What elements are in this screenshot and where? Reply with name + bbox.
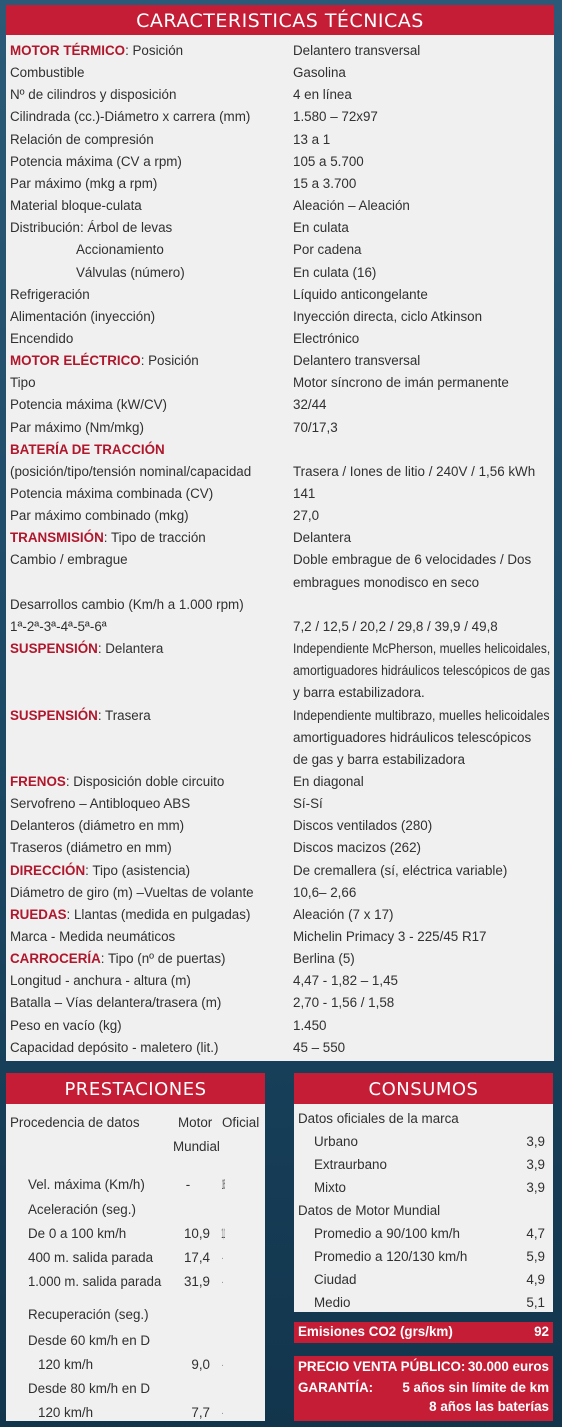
- spec-row-label: [10, 154, 182, 169]
- consumos-row-value: 4,7: [526, 1226, 545, 1241]
- prestaciones-row-label: 1.000 m. salida parada: [28, 1274, 162, 1289]
- spec-row: [10, 863, 550, 885]
- spec-row: [10, 508, 550, 530]
- spec-row-label: [10, 774, 224, 789]
- spec-row: [10, 840, 550, 862]
- prestaciones-col-motor: Motor: [178, 1115, 213, 1130]
- consumos-row-label: Ciudad: [314, 1272, 357, 1287]
- spec-row: [10, 530, 550, 552]
- consumos-group-heading: Datos de Motor Mundial: [298, 1203, 441, 1218]
- spec-row: [10, 442, 550, 464]
- spec-value: Berlina (5): [293, 951, 355, 967]
- spec-row: [10, 951, 550, 973]
- spec-value: 1.580 – 72x97: [293, 109, 378, 125]
- spec-row: [10, 929, 550, 951]
- spec-key: Delanteros (diámetro en mm): [10, 818, 185, 834]
- spec-row-label: [10, 87, 176, 102]
- spec-row-label: [10, 353, 199, 368]
- spec-row: [10, 154, 550, 176]
- spec-section-title: BATERÍA DE TRACCIÓN: [10, 441, 165, 457]
- spec-value: 7,2 / 12,5 / 20,2 / 29,8 / 39,9 / 49,8: [293, 618, 498, 634]
- spec-row: [10, 575, 550, 597]
- spec-value: Discos macizos (262): [293, 840, 421, 856]
- spec-key: (posición/tipo/tensión nominal/capacidad: [10, 463, 252, 479]
- spec-value: 141: [293, 486, 316, 501]
- spec-section-title: FRENOS: [10, 773, 66, 789]
- spec-value: Electrónico: [293, 330, 360, 346]
- spec-key: : Tipo (asistencia): [85, 862, 191, 878]
- consumos-row-label: Extraurbano: [314, 1157, 387, 1172]
- spec-key: Válvulas (número): [76, 264, 185, 280]
- spec-row: [10, 198, 550, 220]
- spec-row: [10, 796, 550, 818]
- spec-value: Doble embrague de 6 velocidades / Dos: [293, 552, 532, 568]
- spec-value: 10,6– 2,66: [293, 884, 357, 900]
- garantia-value-1: 5 años sin límite de km: [402, 1380, 549, 1395]
- spec-section-title: DIRECCIÓN: [10, 862, 86, 878]
- garantia-label: GARANTÍA:: [298, 1380, 374, 1395]
- spec-value: Independiente McPherson, muelles helicoidales,: [293, 641, 551, 657]
- spec-row: [10, 65, 550, 87]
- spec-row-label: [10, 43, 183, 58]
- spec-key: Batalla – Vías delantera/trasera (m): [10, 995, 222, 1011]
- spec-row: [10, 619, 550, 641]
- spec-row-label: [10, 287, 90, 302]
- spec-value: En culata (16): [293, 264, 377, 280]
- spec-key: Peso en vacío (kg): [10, 1017, 122, 1033]
- spec-key: Desarrollos cambio (Km/h a 1.000 rpm): [10, 596, 244, 612]
- spec-row: [10, 242, 550, 264]
- spec-key: Longitud - anchura - altura (m): [10, 973, 191, 989]
- spec-row: [10, 375, 550, 397]
- spec-key: Alimentación (inyección): [10, 308, 156, 324]
- spec-row-label: [10, 619, 107, 634]
- spec-key: Relación de compresión: [10, 131, 154, 147]
- consumos-row-value: 4,9: [526, 1272, 545, 1287]
- spec-value: 15 a 3.700: [293, 175, 357, 191]
- garantia-value-2: 8 años las baterías: [429, 1399, 549, 1414]
- spec-key: : Posición: [125, 43, 184, 58]
- spec-row: [10, 331, 550, 353]
- spec-row: [10, 1018, 550, 1040]
- prestaciones-motor-value: -: [185, 1177, 191, 1192]
- spec-key: Cambio / embrague: [10, 552, 128, 568]
- spec-key: Combustible: [10, 65, 85, 81]
- spec-value: embragues monodisco en seco: [293, 574, 480, 590]
- spec-panel: [6, 5, 554, 1061]
- spec-key: Potencia máxima (kW/CV): [10, 397, 167, 413]
- spec-key: Par máximo (Nm/mkg): [10, 419, 144, 435]
- spec-row: [10, 464, 550, 486]
- spec-row: [10, 287, 550, 309]
- prestaciones-oficial-value: -: [222, 1357, 223, 1372]
- prestaciones-row-label: Vel. máxima (Km/h): [28, 1177, 145, 1192]
- spec-row: [10, 265, 550, 287]
- spec-row-label: [76, 265, 185, 280]
- spec-value: Motor síncrono de imán permanente: [293, 375, 509, 391]
- spec-row: [10, 597, 550, 619]
- spec-row: [10, 420, 550, 442]
- spec-row-label: [10, 176, 157, 191]
- spec-row-label: [10, 331, 73, 346]
- spec-row: [10, 43, 550, 65]
- spec-row-label: [10, 442, 165, 457]
- spec-row: [10, 641, 550, 663]
- precio-box: [294, 1356, 553, 1421]
- spec-row: [10, 708, 550, 730]
- consumos-group-heading: Datos oficiales de la marca: [298, 1111, 459, 1126]
- spec-section-title: TRANSMISIÓN: [10, 530, 104, 546]
- spec-row: [10, 730, 550, 752]
- spec-value: 4 en línea: [293, 87, 352, 103]
- spec-section-title: RUEDAS: [10, 906, 67, 922]
- spec-key: Material bloque-culata: [10, 198, 142, 214]
- prestaciones-motor-value: 17,4: [183, 1250, 210, 1265]
- spec-key: : Tipo de tracción: [103, 530, 206, 546]
- prestaciones-col-motor-2: Mundial: [173, 1139, 220, 1154]
- spec-value: 105 a 5.700: [293, 153, 364, 169]
- spec-row: [10, 87, 550, 109]
- spec-row-label: [10, 552, 128, 567]
- spec-row-label: [76, 242, 164, 257]
- spec-row-label: [10, 530, 206, 545]
- spec-key: : Llantas (medida en pulgadas): [66, 906, 251, 922]
- spec-value: Independiente multibrazo, muelles helicoidales: [293, 707, 550, 723]
- spec-row-label: [10, 420, 144, 435]
- spec-value: 13 a 1: [293, 131, 331, 147]
- spec-row-label: [10, 220, 172, 235]
- spec-row-label: [10, 973, 191, 988]
- spec-row: [10, 220, 550, 242]
- spec-row-label: [10, 508, 189, 523]
- consumos-title: CONSUMOS: [294, 1073, 553, 1104]
- consumos-row-label: Promedio a 90/100 km/h: [314, 1226, 460, 1241]
- prestaciones-row-label: 120 km/h: [38, 1405, 94, 1420]
- spec-row: [10, 774, 550, 796]
- prestaciones-motor-value: 9,0: [191, 1357, 210, 1372]
- spec-value: Discos ventilados (280): [293, 818, 433, 834]
- spec-row-label: [10, 375, 36, 390]
- spec-row-label: [10, 1018, 122, 1033]
- prestaciones-oficial-value: 185: [221, 1177, 225, 1192]
- spec-value: Michelin Primacy 3 - 225/45 R17: [293, 929, 487, 944]
- spec-section-title: SUSPENSIÓN: [10, 641, 98, 657]
- spec-row-label: [10, 796, 190, 811]
- spec-row: [10, 663, 550, 685]
- spec-value: Delantero transversal: [293, 353, 421, 369]
- spec-key: Refrigeración: [10, 286, 90, 302]
- spec-row: [10, 552, 550, 574]
- spec-row-label: [10, 597, 244, 612]
- spec-row-label: [10, 708, 151, 723]
- prestaciones-motor-value: 10,9: [183, 1226, 210, 1241]
- spec-value: 4,47 - 1,82 – 1,45: [293, 973, 398, 989]
- spec-value: Gasolina: [293, 65, 346, 81]
- prestaciones-motor-value: 7,7: [191, 1405, 210, 1420]
- spec-key: Cilindrada (cc.)-Diámetro x carrera (mm): [10, 109, 251, 125]
- prestaciones-panel: [6, 1073, 265, 1421]
- spec-key: Accionamiento: [76, 242, 164, 258]
- emisiones-value: 92: [534, 1324, 549, 1339]
- spec-row-label: [10, 885, 254, 900]
- spec-key: : Trasera: [97, 707, 151, 723]
- spec-value: Inyección directa, ciclo Atkinson: [293, 308, 483, 324]
- spec-key: : Tipo (nº de puertas): [100, 951, 226, 967]
- spec-row: [10, 907, 550, 929]
- spec-value: Por cadena: [293, 242, 362, 258]
- spec-row-label: [10, 397, 167, 412]
- prestaciones-row-label: Aceleración (seg.): [28, 1202, 136, 1217]
- spec-value: Trasera / Iones de litio / 240V / 1,56 kWh: [293, 463, 536, 479]
- emisiones-box: [294, 1322, 553, 1343]
- prestaciones-row-label: Desde 80 km/h en D: [28, 1381, 151, 1396]
- spec-value: Aleación – Aleación: [293, 198, 410, 214]
- spec-key: : Posición: [140, 353, 199, 369]
- spec-value: 2,70 - 1,56 / 1,58: [293, 995, 395, 1011]
- prestaciones-col-label: Procedencia de datos: [10, 1115, 140, 1130]
- prestaciones-oficial-value: -: [222, 1405, 223, 1420]
- prestaciones-row-label: Recuperación (seg.): [28, 1307, 149, 1322]
- consumos-row-value: 3,9: [526, 1157, 545, 1172]
- spec-row-label: [10, 1040, 218, 1055]
- spec-value: 45 – 550: [293, 1039, 346, 1055]
- spec-row-label: [10, 907, 250, 922]
- spec-row-label: [10, 818, 184, 833]
- precio-label: PRECIO VENTA PÚBLICO:: [298, 1359, 466, 1374]
- spec-title: CARACTERISTICAS TÉCNICAS: [6, 5, 554, 35]
- spec-row: [10, 995, 550, 1017]
- spec-row: [10, 176, 550, 198]
- prestaciones-motor-value: 31,9: [183, 1274, 210, 1289]
- consumos-panel: [294, 1073, 553, 1312]
- emisiones-label: Emisiones CO2 (grs/km): [298, 1324, 453, 1339]
- spec-section-title: MOTOR ELÉCTRICO: [10, 353, 141, 369]
- spec-row: [10, 397, 550, 419]
- spec-row-label: [10, 309, 155, 324]
- spec-value: 1.450: [293, 1017, 327, 1033]
- spec-key: Servofreno – Antibloqueo ABS: [10, 796, 191, 812]
- spec-row-label: [10, 464, 251, 479]
- prestaciones-title: PRESTACIONES: [6, 1073, 265, 1104]
- spec-value: 70/17,3: [293, 419, 338, 435]
- prestaciones-row-label: De 0 a 100 km/h: [28, 1226, 127, 1241]
- spec-value: Líquido anticongelante: [293, 286, 428, 302]
- consumos-row-value: 3,9: [526, 1180, 545, 1195]
- spec-value: de gas y barra estabilizadora: [293, 751, 465, 767]
- spec-key: Encendido: [10, 330, 74, 346]
- consumos-row-value: 5,9: [526, 1249, 545, 1264]
- consumos-row-value: 5,1: [526, 1295, 545, 1310]
- spec-key: Distribución: Árbol de levas: [10, 220, 173, 236]
- spec-value: En diagonal: [293, 773, 364, 789]
- spec-row: [10, 109, 550, 131]
- spec-value: 32/44: [293, 397, 327, 413]
- spec-key: Traseros (diámetro en mm): [10, 840, 172, 856]
- spec-row-label: [10, 109, 250, 124]
- spec-row: [10, 353, 550, 375]
- spec-value: y barra estabilizadora.: [293, 685, 425, 701]
- prestaciones-col-oficial: Oficial: [222, 1115, 260, 1130]
- spec-key: Potencia máxima (CV a rpm): [10, 153, 182, 169]
- spec-row-label: [10, 132, 154, 147]
- spec-row: [10, 885, 550, 907]
- consumos-row-label: Promedio a 120/130 km/h: [314, 1249, 468, 1264]
- spec-key: Nº de cilindros y disposición: [10, 87, 177, 103]
- spec-section-title: SUSPENSIÓN: [10, 707, 98, 723]
- spec-row: [10, 685, 550, 707]
- consumos-row-label: Urbano: [314, 1134, 358, 1149]
- spec-row: [10, 818, 550, 840]
- spec-row-label: [10, 951, 226, 966]
- spec-value: amortiguadores hidráulicos telescópicos de gas: [293, 663, 551, 679]
- spec-row-label: [10, 840, 172, 855]
- consumos-row-label: Medio: [314, 1295, 351, 1310]
- spec-row: [10, 973, 550, 995]
- spec-row-label: [10, 198, 142, 213]
- spec-row-label: [10, 65, 84, 80]
- spec-value: Delantero transversal: [293, 43, 421, 58]
- spec-section-title: CARROCERÍA: [10, 951, 101, 967]
- spec-key: Par máximo combinado (mkg): [10, 508, 189, 524]
- spec-value: amortiguadores hidráulicos telescópicos: [293, 729, 532, 745]
- spec-value: Delantera: [293, 530, 352, 546]
- spec-row: [10, 132, 550, 154]
- spec-row: [10, 309, 550, 331]
- prestaciones-oficial-value: 11,1: [221, 1226, 225, 1241]
- spec-value: Sí-Sí: [293, 796, 323, 812]
- spec-key: 1ª-2ª-3ª-4ª-5ª-6ª: [10, 618, 107, 634]
- spec-value: De cremallera (sí, eléctrica variable): [293, 862, 508, 878]
- consumos-row-value: 3,9: [526, 1134, 545, 1149]
- spec-row-label: [10, 929, 175, 944]
- spec-row: [10, 1040, 550, 1062]
- spec-key: Par máximo (mkg a rpm): [10, 175, 158, 191]
- spec-key: Tipo: [10, 375, 36, 391]
- spec-key: Marca - Medida neumáticos: [10, 929, 176, 944]
- spec-row: [10, 486, 550, 508]
- spec-key: Potencia máxima combinada (CV): [10, 486, 214, 501]
- spec-value: En culata: [293, 220, 349, 236]
- spec-value: Aleación (7 x 17): [293, 906, 394, 922]
- spec-row-label: [10, 486, 213, 501]
- spec-key: Diámetro de giro (m) –Vueltas de volante: [10, 884, 254, 900]
- prestaciones-row-label: 400 m. salida parada: [28, 1250, 154, 1265]
- prestaciones-oficial-value: -: [222, 1250, 223, 1265]
- spec-key: : Disposición doble circuito: [65, 773, 225, 789]
- spec-section-title: MOTOR TÉRMICO: [10, 43, 126, 58]
- precio-value: 30.000 euros: [467, 1359, 549, 1374]
- spec-row-label: [10, 641, 163, 656]
- spec-row-label: [10, 995, 221, 1010]
- spec-key: : Delantera: [97, 641, 164, 657]
- spec-row: [10, 752, 550, 774]
- prestaciones-oficial-value: -: [222, 1274, 223, 1289]
- prestaciones-row-label: 120 km/h: [38, 1357, 94, 1372]
- spec-value: 27,0: [293, 508, 320, 524]
- spec-key: Capacidad depósito - maletero (lit.): [10, 1039, 219, 1055]
- prestaciones-row-label: Desde 60 km/h en D: [28, 1333, 151, 1348]
- consumos-row-label: Mixto: [314, 1180, 346, 1195]
- spec-row-label: [10, 863, 190, 878]
